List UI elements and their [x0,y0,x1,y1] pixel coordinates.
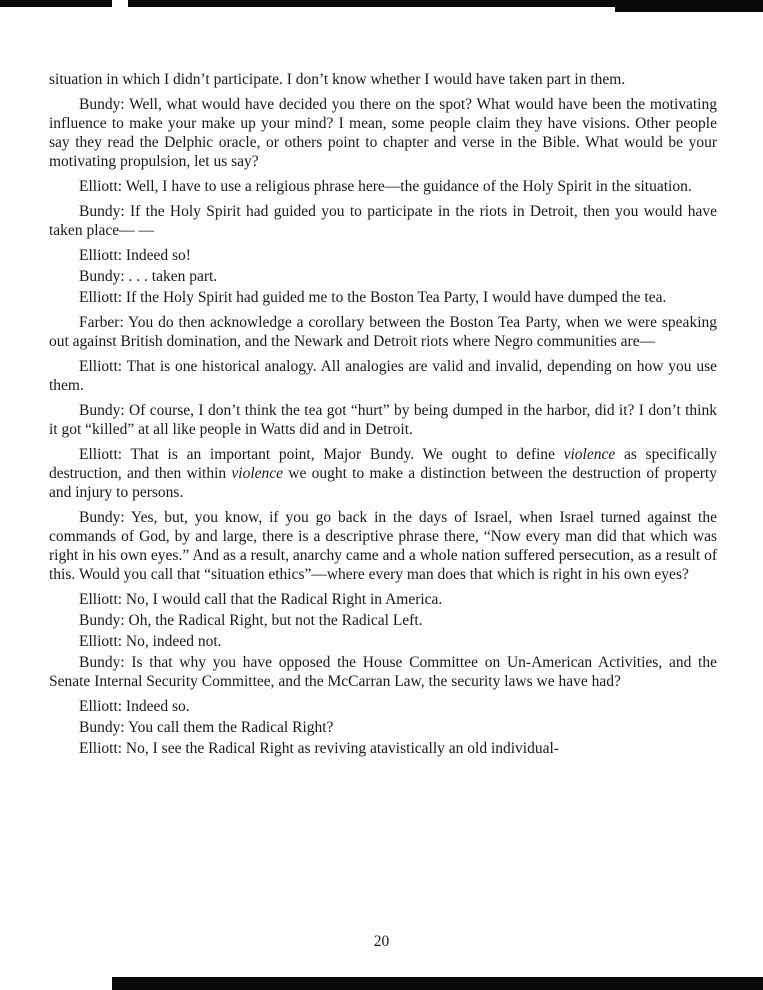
paragraph [49,445,717,502]
text-segment: Bundy: Is that why you have opposed the House Committee on Un-American Activities, and the Senate Internal Security Committee, and the McCarran Law, the security laws we have had? [49,654,717,690]
text-segment: Elliott: Well, I have to use a religious phrase here—the guidance of the Holy Spirit in the situation. [79,178,692,195]
paragraph [49,718,717,737]
page-number: 20 [373,933,390,950]
text-segment: Bundy: Yes, but, you know, if you go back in the days of Israel, when Israel turned against the commands of God, by and large, there is a descriptive phrase there, “Now every man did that which was right in his own eyes.” And as a result, anarchy came and a whole nation suffered persecution, as a result of this. Would you call that “situation ethics”—where every man does that which is right in his own eyes? [49,509,717,583]
text-segment: Elliott: No, I see the Radical Right as reviving atavistically an old individual- [79,740,559,757]
text-block [49,70,717,760]
text-segment: as specifically destruction, and then within [49,446,717,482]
text-segment: Elliott: No, I would call that the Radical Right in America. [79,591,443,608]
paragraph [49,267,717,286]
text-segment: Elliott: No, indeed not. [79,633,222,650]
scan-artifact-top-notch [112,0,128,7]
text-segment: Bundy: If the Holy Spirit had guided you to participate in the riots in Detroit, then you would have taken place— — [49,203,717,239]
paragraph [49,202,717,240]
paragraph [49,611,717,630]
italic-text: violence [231,465,284,482]
text-segment: Farber: You do then acknowledge a corollary between the Boston Tea Party, when we were speaking out against British domination, and the Newark and Detroit riots where Negro communities are— [49,314,717,350]
paragraph [49,590,717,609]
scan-artifact-top-right-bar [615,0,763,12]
text-segment: Elliott: That is an important point, Major Bundy. We ought to define [79,446,564,463]
paragraph [49,288,717,307]
paragraph [49,653,717,691]
italic-text: violence [563,446,616,463]
text-segment: Bundy: . . . taken part. [79,268,218,285]
paragraph [49,177,717,196]
text-segment: situation in which I didn’t participate. I don’t know whether I would have taken part in them. [49,71,626,88]
text-segment: Elliott: Indeed so! [79,247,191,264]
paragraph [49,313,717,351]
paragraph [49,632,717,651]
paragraph [49,697,717,716]
paragraph [49,401,717,439]
paragraph [49,508,717,584]
text-segment: Bundy: You call them the Radical Right? [79,719,334,736]
text-segment: Elliott: That is one historical analogy. All analogies are valid and invalid, depending on how you use them. [49,358,717,394]
paragraph [49,739,717,758]
paragraph [49,70,717,89]
paragraph [49,95,717,171]
text-segment: Elliott: If the Holy Spirit had guided me to the Boston Tea Party, I would have dumped the tea. [79,289,667,306]
text-segment: Bundy: Oh, the Radical Right, but not the Radical Left. [79,612,423,629]
paragraph [49,246,717,265]
text-segment: we ought to make a distinction between the destruction of property and injury to persons. [49,465,717,501]
text-segment: Elliott: Indeed so. [79,698,190,715]
scan-artifact-bottom-bar [112,977,763,990]
paragraph [49,357,717,395]
text-segment: Bundy: Well, what would have decided you there on the spot? What would have been the motivating influence to make your make up your mind? I mean, some people claim they have visions. Other people say they read the Delphic oracle, or others point to chapter and verse in the Bible. What would be your motivating propulsion, let us say? [49,96,717,170]
text-segment: Bundy: Of course, I don’t think the tea got “hurt” by being dumped in the harbor, did it? I don’t think it got “killed” at all like people in Watts did and in Detroit. [49,402,717,438]
